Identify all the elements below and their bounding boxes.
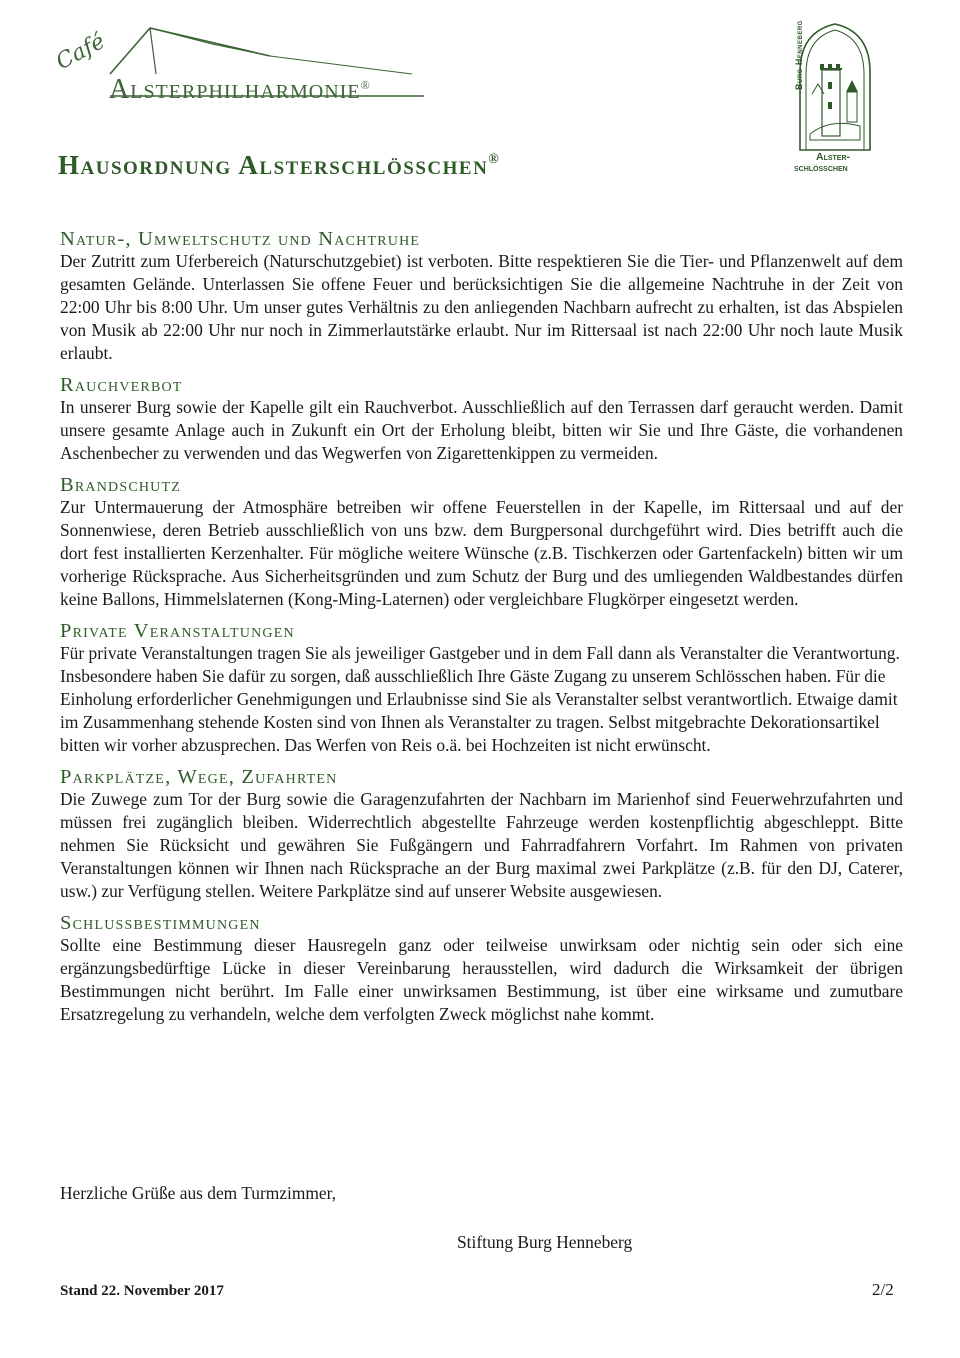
cafe-logo	[52, 22, 442, 112]
crest-caption	[790, 152, 890, 174]
section-brandschutz	[60, 474, 903, 611]
document-title-text: Hausordnung Alsterschlösschen	[58, 150, 489, 180]
section-text: Der Zutritt zum Uferbereich (Naturschutzgebiet) ist verboten. Bitte respektieren Sie die Tier- und Pflanzenwelt auf dem gesamten Gelände. Unterlassen Sie offene Feuer und berücksichtigen Sie die allgemeine Nachtruhe in der Zeit von 22:00 Uhr bis 8:00 Uhr. Um unser gutes Verhältnis zu den anliegenden Nachbarn aufrecht zu erhalten, ist das Abspielen von Musik ab 22:00 Uhr nur noch in Zimmerlautstärke erlaubt. Nur im Rittersaal ist nach 22:00 Uhr noch laute Musik erlaubt.	[60, 251, 903, 363]
brand-registered-mark: ®	[360, 78, 371, 92]
document-body	[60, 228, 903, 1035]
section-heading: Private Veranstaltungen	[60, 620, 295, 642]
section-heading: Rauchverbot	[60, 374, 183, 396]
section-text: Sollte eine Bestimmung dieser Hausregeln ganz oder teilweise unwirksam oder nichtig sein oder sich eine ergänzungsbedürftige Lücke in dieser Vereinbarung herausstellen, wird dadurch die Wirksamkeit der übrigen Bestimmungen nicht berührt. Im Falle einer unwirksamen Bestimmung, ist über eine wirksame und zumutbare Ersatzregelung zu verhandeln, welche dem verfolgten Zweck möglichst nahe kommt.	[60, 935, 903, 1024]
section-natur	[60, 228, 903, 365]
signature: Stiftung Burg Henneberg	[457, 1232, 633, 1252]
burg-crest	[790, 22, 890, 187]
castle-tower-icon	[790, 22, 890, 152]
section-parkplaetze	[60, 766, 903, 903]
section-heading: Parkplätze, Wege, Zufahrten	[60, 766, 338, 788]
section-heading: Natur-, Umweltschutz und Nachtruhe	[60, 228, 421, 250]
section-text: In unserer Burg sowie der Kapelle gilt ein Rauchverbot. Ausschließlich auf den Terrassen darf geraucht werden. Damit unsere gesamte Anlage auch in Zukunft ein Ort der Erholung bleibt, bitten wir Sie und Ihre Gäste, die vorhandenen Aschenbecher zu verwenden und das Wegwerfen von Zigarettenkippen zu vermeiden.	[60, 397, 903, 463]
document-date: Stand 22. November 2017	[60, 1283, 224, 1299]
section-rauchverbot	[60, 374, 903, 465]
section-heading: Brandschutz	[60, 474, 181, 496]
title-registered-mark: ®	[488, 152, 501, 167]
crest-vertical-text: Burg Henneberg	[794, 20, 804, 90]
section-heading: Schlussbestimmungen	[60, 912, 261, 934]
document-title	[58, 150, 500, 181]
brand-name	[109, 74, 371, 106]
section-text: Für private Veranstaltungen tragen Sie als jeweiliger Gastgeber und in dem Fall dann als Veranstalter die Verantwortung. Insbesondere haben Sie dafür zu sorgen, daß ausschließlich Ihre Gäste Zugang zu unserem Schlösschen haben. Für die Einholung erforderlicher Genehmigungen und Erlaubnisse sind Sie als Veranstalter selbst verantwortlich. Etwaige damit im Zusammenhang stehende Kosten sind von Ihnen als Veranstalter zu tragen. Selbst mitgebrachte Dekorationsartikel bitten wir vorher abzusprechen. Das Werfen von Reis o.ä. bei Hochzeiten ist nicht erwünscht.	[60, 643, 900, 755]
cafe-label: Café	[52, 28, 110, 75]
section-text: Zur Untermauerung der Atmosphäre betreiben wir offene Feuerstellen in der Kapelle, im Rittersaal und auf der Sonnenwiese, deren Betrieb ausschließlich von uns bzw. dem Burgpersonal durchgeführt wird. Dies betrifft auch die dort fest installierten Kerzenhalter. Für mögliche weitere Wünsche (z.B. Tischkerzen oder Gartenfackeln) bitten wir um vorherige Rücksprache. Aus Sicherheitsgründen und zum Schutz der Burg und des umliegenden Waldbestandes dürfen keine Ballons, Himmelslaternen (Kong-Ming-Laternen) oder vergleichbare Flugkörper eingesetzt werden.	[60, 497, 903, 609]
section-text: Die Zuwege zum Tor der Burg sowie die Garagenzufahrten der Nachbarn im Marienhof sind Feuerwehrzufahrten und müssen frei zugänglich bleiben. Widerrechtlich abgestellte Fahrzeuge werden kostenpflichtig abgeschleppt. Bitte nehmen Sie Rücksicht und gewähren Sie Fußgängern und Fahrradfahrern Vorfahrt. Im Rahmen von privaten Veranstaltungen können wir Ihnen nach Rücksprache an der Burg maximal zwei Parkplätze (z.B. für den DJ, Caterer, usw.) zur Verfügung stellen. Weitere Parkplätze sind auf unserer Website ausgewiesen.	[60, 789, 903, 901]
section-private-veranstaltungen	[60, 620, 903, 757]
closing-greeting: Herzliche Grüße aus dem Turmzimmer,	[60, 1183, 337, 1203]
section-schlussbestimmungen	[60, 912, 903, 1026]
crest-caption-line1: Alster-	[816, 151, 851, 163]
crest-caption-line2: schlösschen	[794, 162, 848, 175]
page-number: 2/2	[872, 1280, 894, 1299]
brand-name-text: Alsterphilharmonie	[109, 74, 361, 105]
